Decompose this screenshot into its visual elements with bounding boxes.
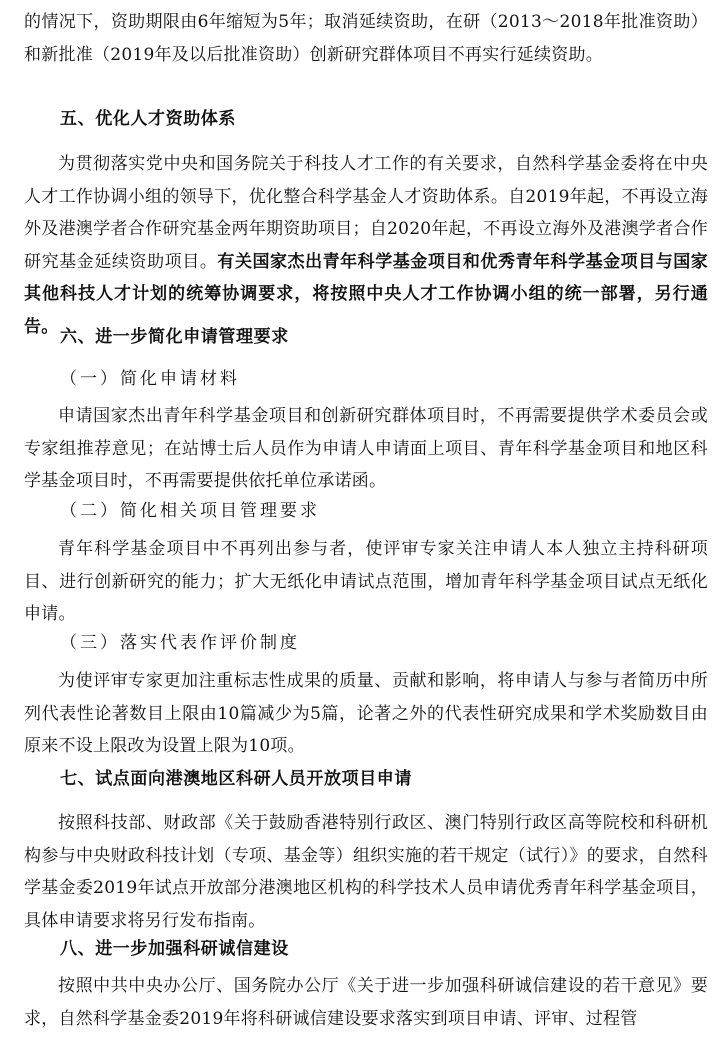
section-6-heading: 六、进一步简化申请管理要求	[60, 327, 289, 347]
subsection-6-2-paragraph: 青年科学基金项目中不再列出参与者，使评审专家关注申请人本人独立主持科研项目、进行创新研究的能力；扩大无纸化申请试点范围，增加青年科学基金项目试点无纸化申请。	[24, 539, 708, 624]
section-8-heading: 八、进一步加强科研诚信建设	[60, 939, 289, 959]
subsection-6-3-paragraph: 为使评审专家更加注重标志性成果的质量、贡献和影响，将申请人与参与者简历中所列代表性论著数目上限由10篇减少为5篇，论著之外的代表性研究成果和学术奖励数目由原来不设上限改为设置上限为10项。	[24, 671, 708, 756]
subsection-6-1-paragraph: 申请国家杰出青年科学基金项目和创新研究群体项目时，不再需要提供学术委员会或专家组推荐意见；在站博士后人员作为申请人申请面上项目、青年科学基金项目和地区科学基金项目时，不再需要提供依托单位承诺函。	[24, 406, 708, 491]
subsection-6-1-heading: （一）简化申请材料	[60, 369, 240, 389]
section-5-paragraph	[24, 148, 708, 343]
subsection-6-2-heading: （二）简化相关项目管理要求	[60, 501, 320, 521]
section-5-normal-text: 为贯彻落实党中央和国务院关于科技人才工作的有关要求，自然科学基金委将在中央人才工作协调小组的领导下，优化整合科学基金人才资助体系。自2019年起，不再设立海外及港澳学者合作研究基金两年期资助项目；自2020年起，不再设立海外及港澳学者合作研究基金延续资助项目。	[24, 154, 708, 272]
continued-paragraph: 的情况下，资助期限由6年缩短为5年；取消延续资助，在研（2013～2018年批准资助）和新批准（2019年及以后批准资助）创新研究群体项目不再实行延续资助。	[24, 12, 708, 65]
section-5-heading: 五、优化人才资助体系	[60, 109, 236, 129]
section-5-bold-text: 有关国家杰出青年科学基金项目和优秀青年科学基金项目与国家其他科技人才计划的统筹协调要求，将按照中央人才工作协调小组的统一部署，另行通告。	[24, 251, 709, 337]
section-7-heading: 七、试点面向港澳地区科研人员开放项目申请	[60, 769, 412, 789]
subsection-6-3-heading: （三）落实代表作评价制度	[60, 633, 300, 653]
section-8-paragraph: 按照中共中央办公厅、国务院办公厅《关于进一步加强科研诚信建设的若干意见》要求，自然科学基金委2019年将科研诚信建设要求落实到项目申请、评审、过程管	[24, 976, 708, 1029]
section-7-paragraph: 按照科技部、财政部《关于鼓励香港特别行政区、澳门特别行政区高等院校和科研机构参与中央财政科技计划（专项、基金等）组织实施的若干规定（试行）》的要求，自然科学基金委2019年试点开放部分港澳地区机构的科学技术人员申请优秀青年科学基金项目，具体申请要求将另行发布指南。	[24, 813, 708, 931]
